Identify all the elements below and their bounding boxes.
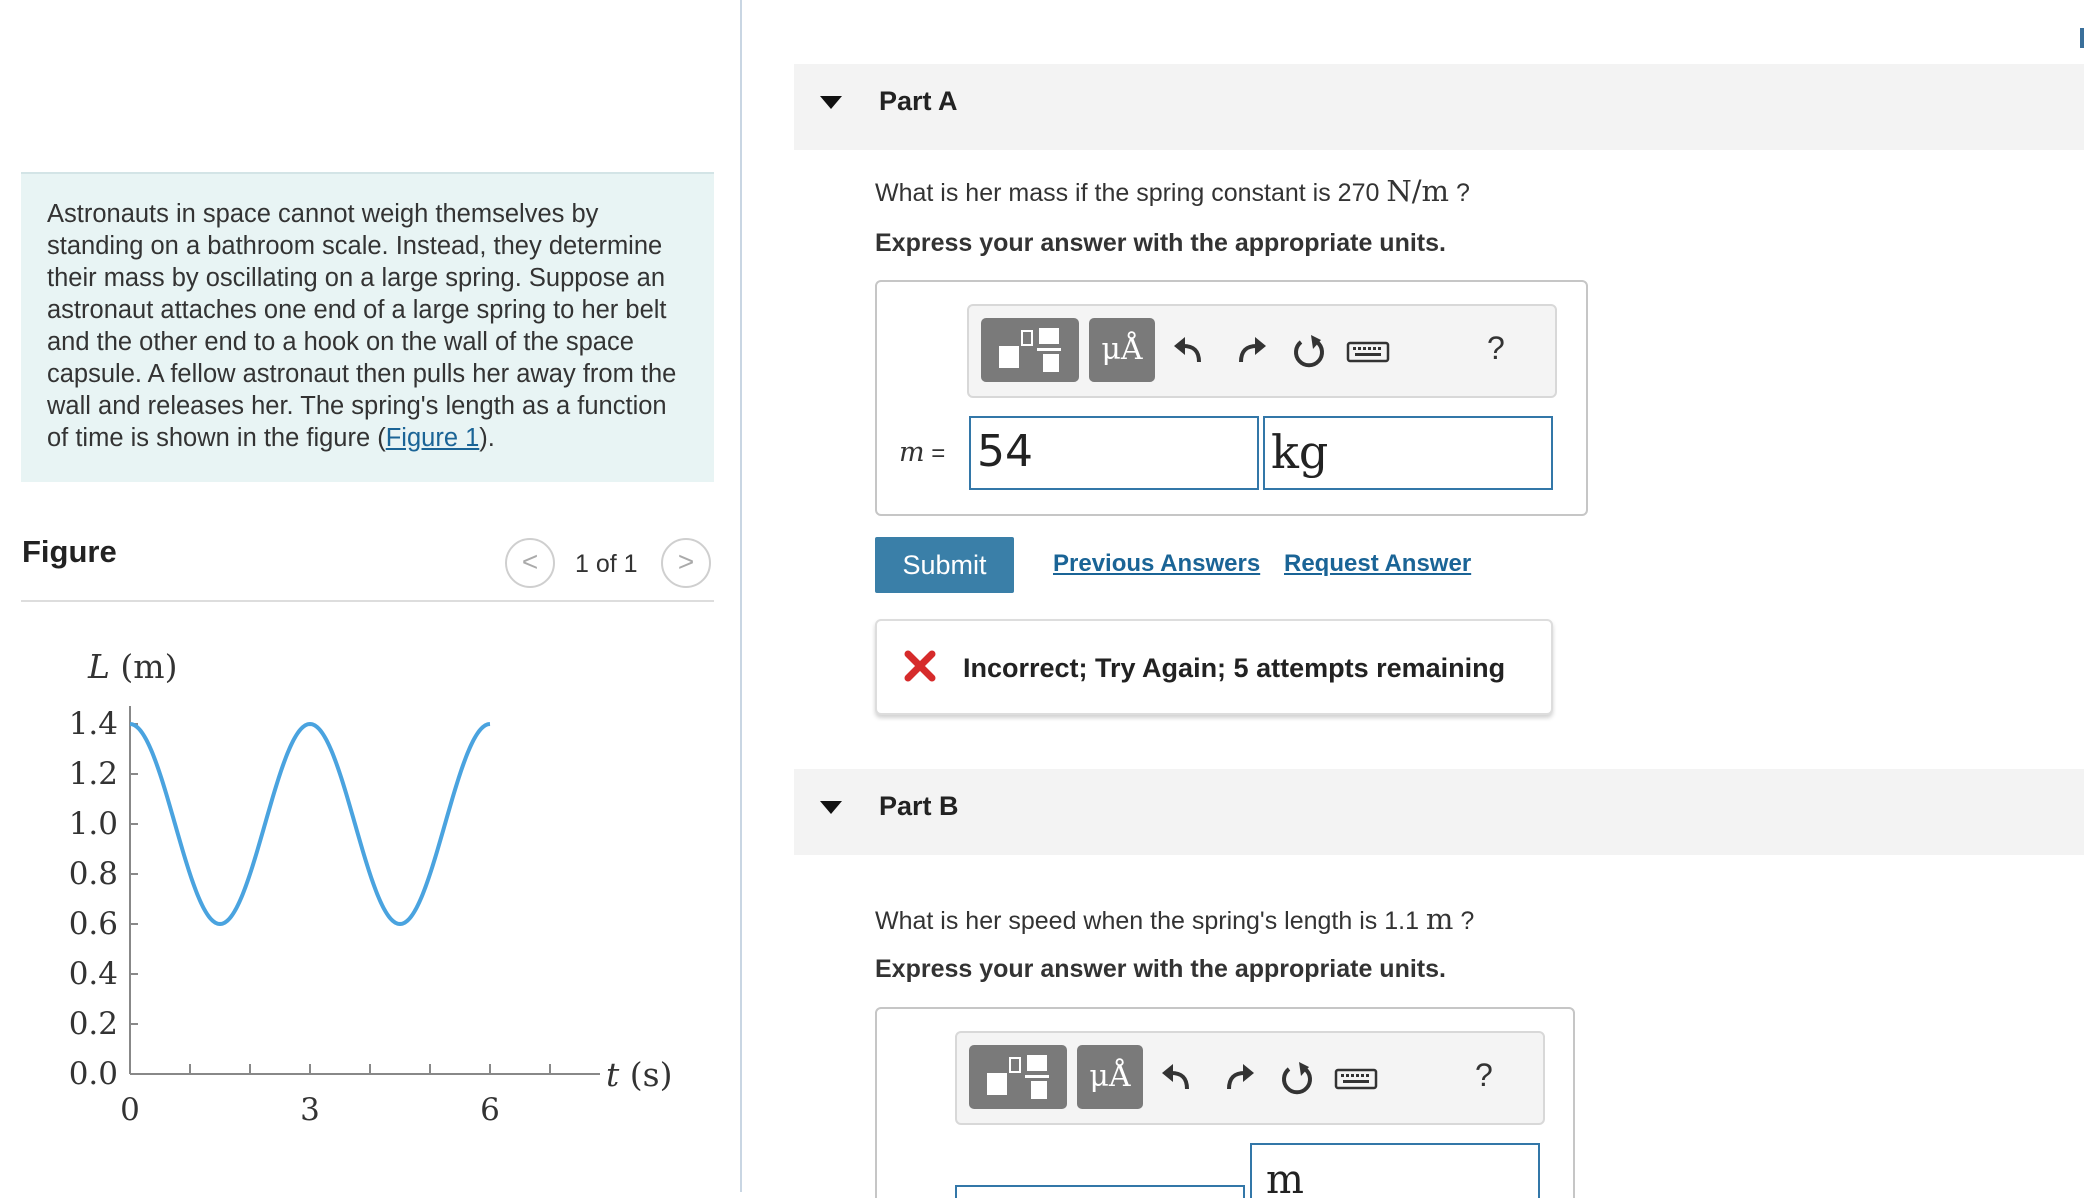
question-end: ? — [1449, 179, 1470, 207]
part-b-answer-box — [875, 1007, 1575, 1198]
y-tick-label: 1.4 — [68, 706, 118, 742]
answer-variable-label — [899, 437, 945, 468]
answer-unit-input[interactable]: kg — [1263, 416, 1553, 490]
y-tick-label: 0.4 — [68, 956, 118, 992]
y-tick-label: 0.6 — [68, 906, 118, 942]
figure-plot — [40, 618, 700, 1138]
part-a-question — [875, 174, 1470, 208]
reset-icon[interactable] — [1277, 1059, 1317, 1099]
part-b-hint: Express your answer with the appropriate units. — [875, 955, 1446, 983]
template-fraction-bar-icon — [1025, 1075, 1049, 1078]
templates-button[interactable] — [969, 1045, 1067, 1109]
math-toolbar — [967, 304, 1557, 398]
template-box-icon — [1009, 1057, 1021, 1073]
help-icon[interactable]: ? — [1475, 1057, 1493, 1093]
y-tick-label: 0.8 — [68, 856, 118, 892]
y-tick-label: 1.2 — [68, 756, 118, 792]
part-b-question — [875, 902, 1474, 936]
request-answer-link[interactable]: Request Answer — [1284, 550, 1472, 577]
part-b-title: Part B — [879, 791, 959, 821]
template-block-icon — [999, 346, 1019, 368]
previous-figure-button[interactable] — [505, 538, 555, 588]
error-x-icon — [903, 649, 937, 683]
x-axis-label: t (s) — [606, 1055, 673, 1094]
template-numerator-icon — [1039, 328, 1059, 344]
x-tick-label: 0 — [120, 1092, 140, 1128]
answer-value-input[interactable] — [955, 1185, 1245, 1198]
help-icon[interactable]: ? — [1487, 330, 1505, 366]
chevron-left-icon: < — [521, 546, 539, 577]
x-tick-label: 6 — [480, 1092, 500, 1128]
y-tick-label: 0.2 — [68, 1006, 118, 1042]
template-block-icon — [987, 1073, 1007, 1095]
template-fraction-bar-icon — [1037, 348, 1061, 351]
question-unit: m — [1425, 902, 1454, 936]
caret-down-icon — [820, 801, 842, 814]
chevron-right-icon: > — [677, 546, 695, 577]
template-denominator-icon — [1043, 354, 1059, 372]
series-line-L — [130, 724, 490, 924]
keyboard-icon[interactable] — [1333, 1059, 1379, 1099]
y-axis-label: L (m) — [88, 647, 178, 686]
undo-icon[interactable] — [1157, 1059, 1197, 1099]
reset-icon[interactable] — [1289, 332, 1329, 372]
caret-down-icon — [820, 96, 842, 109]
question-unit: N/m — [1386, 174, 1449, 208]
y-tick-label: 0.0 — [68, 1056, 118, 1092]
answer-value-input[interactable]: 54 — [969, 416, 1259, 490]
template-numerator-icon — [1027, 1055, 1047, 1071]
figure-link[interactable]: Figure 1 — [385, 424, 480, 452]
left-panel — [0, 0, 742, 1198]
question-text: What is her mass if the spring constant is 270 — [875, 179, 1387, 207]
part-a-header[interactable] — [794, 64, 2084, 150]
figure-count: 1 of 1 — [575, 550, 638, 578]
figure-title: Figure — [22, 534, 117, 569]
y-tick-label: 1.0 — [68, 806, 118, 842]
panel-divider — [740, 0, 742, 1192]
part-a-title: Part A — [879, 86, 958, 116]
problem-intro — [21, 172, 714, 482]
part-a-hint: Express your answer with the appropriate units. — [875, 229, 1446, 257]
answer-unit-input[interactable]: m — [1250, 1143, 1540, 1198]
intro-text: Astronauts in space cannot weigh themselves by standing on a bathroom scale. Instead, they determine their mass by oscillating on a large spring. Suppose an astronaut attaches one end of a large spring to her belt and the other end to a hook on the wall of the space capsule. A fellow astronaut then pulls her away from the wall and releases her. The spring's length as a function of time is shown in the figure ( — [47, 200, 677, 452]
template-box-icon — [1021, 330, 1033, 346]
units-button[interactable]: μÅ — [1089, 318, 1155, 382]
feedback-text: Incorrect; Try Again; 5 attempts remaining — [963, 653, 1506, 683]
part-a-answer-box — [875, 280, 1588, 516]
equals-sign: = — [924, 440, 946, 467]
next-figure-button[interactable] — [661, 538, 711, 588]
x-tick-label: 3 — [300, 1092, 320, 1128]
redo-icon[interactable] — [1219, 1059, 1259, 1099]
redo-icon[interactable] — [1231, 332, 1271, 372]
question-text: What is her speed when the spring's length is 1.1 — [875, 907, 1426, 935]
templates-button[interactable] — [981, 318, 1079, 382]
keyboard-icon[interactable] — [1345, 332, 1391, 372]
previous-answers-link[interactable]: Previous Answers — [1053, 550, 1261, 577]
scroll-indicator[interactable] — [2080, 28, 2084, 48]
math-toolbar — [955, 1031, 1545, 1125]
undo-icon[interactable] — [1169, 332, 1209, 372]
variable-symbol: m — [899, 437, 925, 468]
question-end: ? — [1453, 907, 1475, 935]
feedback-message — [875, 619, 1553, 715]
submit-button[interactable]: Submit — [875, 537, 1014, 593]
template-denominator-icon — [1031, 1081, 1047, 1099]
intro-after: ). — [479, 424, 495, 452]
part-b-header[interactable] — [794, 769, 2084, 855]
units-button[interactable]: μÅ — [1077, 1045, 1143, 1109]
figure-header — [21, 528, 714, 602]
